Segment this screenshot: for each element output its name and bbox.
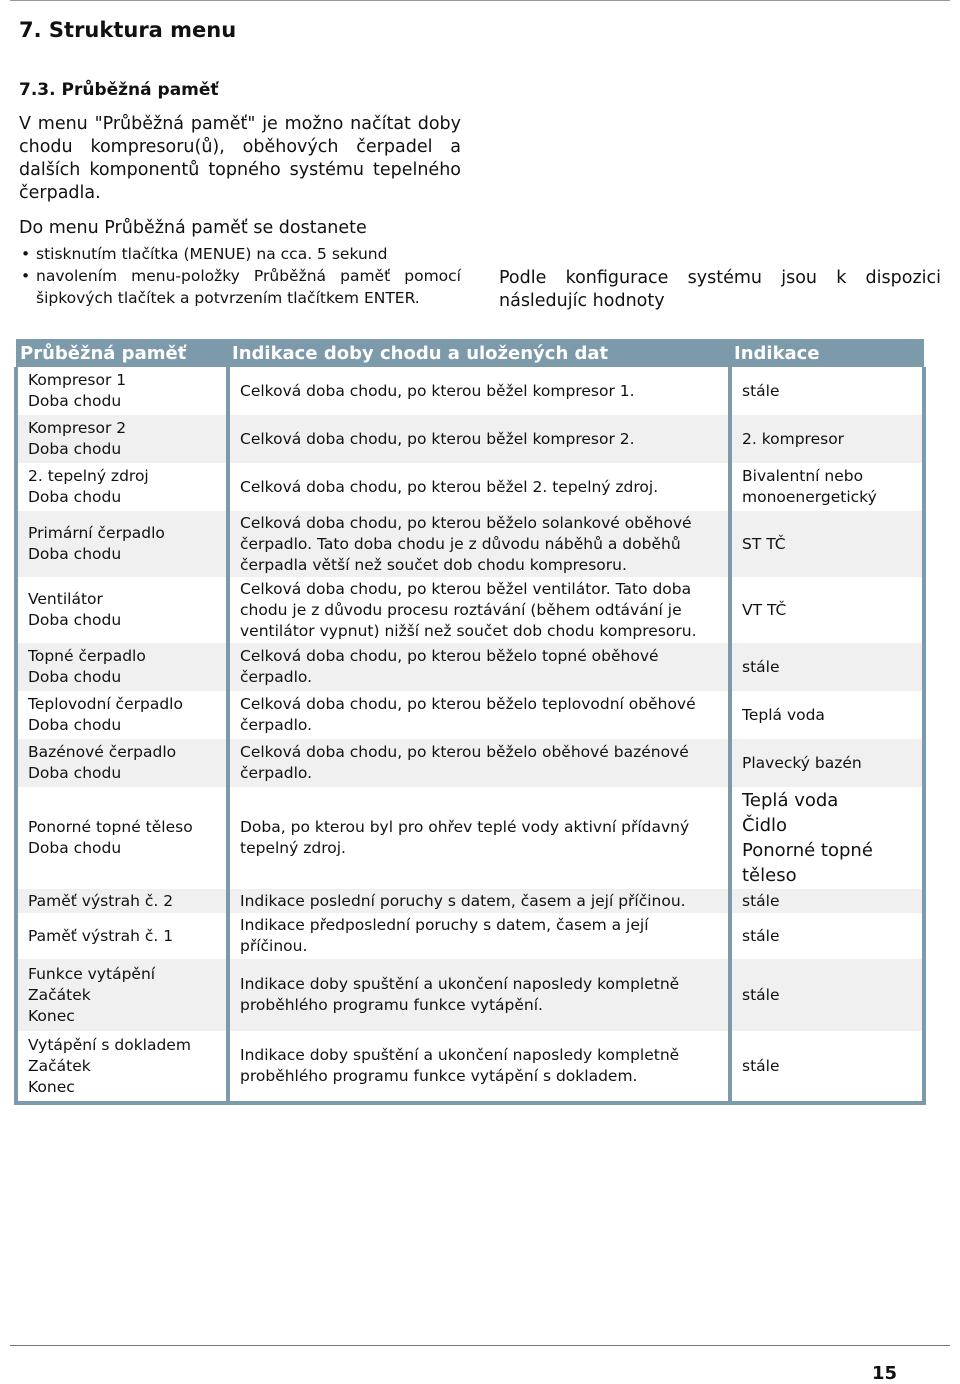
indication-cell xyxy=(730,463,924,511)
memory-table xyxy=(14,339,926,1105)
indication-cell xyxy=(730,643,924,691)
page-number: 15 xyxy=(872,1363,898,1384)
description-cell xyxy=(228,787,730,889)
table-row xyxy=(16,889,924,913)
cell-line: Doba chodu xyxy=(28,668,122,686)
table-row xyxy=(16,691,924,739)
indication-cell xyxy=(730,367,924,415)
cell-line: těleso xyxy=(742,865,797,886)
memory-item-cell xyxy=(16,1031,228,1103)
cell-line: Doba chodu xyxy=(28,716,122,734)
cell-line: stále xyxy=(742,891,780,910)
indication-cell xyxy=(730,913,924,959)
description-cell xyxy=(228,415,730,463)
cell-line: Primární čerpadlo xyxy=(28,524,165,542)
description-cell xyxy=(228,913,730,959)
header-indication: Indikace xyxy=(730,339,924,367)
bullet-item: • stisknutím tlačítka (MENUE) na cca. 5 sekund xyxy=(19,243,461,265)
memory-item-cell xyxy=(16,511,228,577)
cell-line: Vytápění s dokladem xyxy=(28,1035,191,1054)
indication-cell xyxy=(730,511,924,577)
cell-line: Plavecký bazén xyxy=(742,753,862,772)
cell-line: Indikace poslední poruchy s datem, časem a její příčinou. xyxy=(240,891,686,910)
lead-text: Do menu Průběžná paměť se dostanete xyxy=(19,218,367,238)
cell-line: stále xyxy=(742,1056,780,1075)
header-description: Indikace doby chodu a uložených dat xyxy=(228,339,730,367)
table-row xyxy=(16,643,924,691)
cell-line: proběhlého programu funkce vytápění. xyxy=(240,996,543,1014)
description-cell xyxy=(228,1031,730,1103)
cell-line: Kompresor 2 xyxy=(28,419,127,437)
cell-line: Celková doba chodu, po kterou běželo solankové oběhové xyxy=(240,513,692,532)
memory-item-cell xyxy=(16,367,228,415)
indication-cell xyxy=(730,739,924,787)
cell-line: příčinou. xyxy=(240,937,308,955)
subsection-title: 7.3. Průběžná paměť xyxy=(19,80,219,100)
indication-cell xyxy=(730,959,924,1031)
table-row xyxy=(16,739,924,787)
cell-line: Indikace doby spuštění a ukončení naposledy kompletně xyxy=(240,1046,680,1064)
cell-line: Paměť výstrah č. 2 xyxy=(28,891,174,910)
description-cell xyxy=(228,511,730,577)
cell-line: Ponorné topné těleso xyxy=(28,818,193,836)
cell-line: Doba chodu xyxy=(28,545,122,563)
indication-cell xyxy=(730,787,924,889)
access-bullet-list xyxy=(19,243,461,309)
memory-item-cell xyxy=(16,913,228,959)
description-cell xyxy=(228,463,730,511)
cell-line: Celková doba chodu, po kterou běželo oběhové bazénové xyxy=(240,743,689,761)
cell-line: proběhlého programu funkce vytápění s dokladem. xyxy=(240,1067,638,1085)
cell-line: Celková doba chodu, po kterou běžel kompresor 2. xyxy=(240,429,635,448)
table-row xyxy=(16,415,924,463)
table-row xyxy=(16,367,924,415)
cell-line: Funkce vytápění xyxy=(28,964,156,983)
cell-line: Teplá voda xyxy=(742,790,839,811)
cell-line: stále xyxy=(742,381,780,400)
cell-line: chodu je z důvodu procesu roztávání (během odtávání je xyxy=(240,600,682,619)
cell-line: Celková doba chodu, po kterou běžel ventilátor. Tato doba xyxy=(240,579,692,598)
table-row xyxy=(16,577,924,643)
cell-line: čerpadla větší než součet dob chodu kompresoru. xyxy=(240,555,627,574)
cell-line: Bazénové čerpadlo xyxy=(28,743,177,761)
cell-line: Doba chodu xyxy=(28,440,122,458)
intro-paragraph: V menu "Průběžná paměť" je možno načítat doby chodu kompresoru(ů), oběhových čerpadel a dalších komponentů topného systému tepelného čerpadla. xyxy=(19,114,461,203)
cell-line: tepelný zdroj. xyxy=(240,839,346,857)
cell-line: Doba chodu xyxy=(28,392,122,410)
memory-item-cell xyxy=(16,463,228,511)
section-title: 7. Struktura menu xyxy=(19,18,237,42)
memory-item-cell xyxy=(16,577,228,643)
cell-line: stále xyxy=(742,657,780,676)
header-rule xyxy=(10,0,950,1)
configuration-note-line: následujíc hodnoty xyxy=(499,291,665,311)
indication-cell xyxy=(730,889,924,913)
cell-line: Celková doba chodu, po kterou běžel kompresor 1. xyxy=(240,381,635,400)
cell-line: Konec xyxy=(28,1077,75,1096)
cell-line: ventilátor vypnut) nižší než součet dob chodu kompresoru. xyxy=(240,621,697,640)
table-row xyxy=(16,511,924,577)
cell-line: stále xyxy=(742,985,780,1004)
description-cell xyxy=(228,691,730,739)
memory-item-cell xyxy=(16,691,228,739)
cell-line: Doba chodu xyxy=(28,764,122,782)
description-cell xyxy=(228,739,730,787)
cell-line: Kompresor 1 xyxy=(28,371,127,389)
configuration-note xyxy=(499,267,941,313)
table-header-row xyxy=(16,339,924,367)
table-row xyxy=(16,787,924,889)
table-row xyxy=(16,1031,924,1103)
cell-line: Indikace předposlední poruchy s datem, časem a její xyxy=(240,916,649,934)
description-cell xyxy=(228,889,730,913)
cell-line: VT TČ xyxy=(742,600,787,619)
cell-line: Ventilátor xyxy=(28,590,103,608)
cell-line: Začátek xyxy=(28,1056,91,1075)
table-row xyxy=(16,959,924,1031)
cell-line: Doba chodu xyxy=(28,611,122,629)
cell-line: monoenergetický xyxy=(742,488,877,506)
cell-line: Začátek xyxy=(28,985,91,1004)
description-cell xyxy=(228,577,730,643)
memory-item-cell xyxy=(16,643,228,691)
cell-line: Konec xyxy=(28,1006,75,1025)
cell-line: Indikace doby spuštění a ukončení naposledy kompletně xyxy=(240,975,680,993)
cell-line: 2. kompresor xyxy=(742,429,845,448)
cell-line: Bivalentní nebo xyxy=(742,467,864,485)
cell-line: ST TČ xyxy=(742,534,786,553)
cell-line: Paměť výstrah č. 1 xyxy=(28,926,174,945)
table-row xyxy=(16,463,924,511)
description-cell xyxy=(228,367,730,415)
cell-line: 2. tepelný zdroj xyxy=(28,467,149,485)
memory-item-cell xyxy=(16,889,228,913)
memory-item-cell xyxy=(16,959,228,1031)
cell-line: Celková doba chodu, po kterou běželo topné oběhové xyxy=(240,647,659,665)
cell-line: Teplovodní čerpadlo xyxy=(28,695,183,713)
cell-line: Doba chodu xyxy=(28,488,122,506)
indication-cell xyxy=(730,577,924,643)
cell-line: Celková doba chodu, po kterou běželo teplovodní oběhové xyxy=(240,695,696,713)
footer-rule xyxy=(10,1345,950,1346)
cell-line: stále xyxy=(742,926,780,945)
cell-line: Doba, po kterou byl pro ohřev teplé vody aktivní přídavný xyxy=(240,818,690,836)
cell-line: Čidlo xyxy=(742,815,788,836)
cell-line: Doba chodu xyxy=(28,839,122,857)
description-cell xyxy=(228,643,730,691)
memory-item-cell xyxy=(16,739,228,787)
memory-item-cell xyxy=(16,415,228,463)
table-row xyxy=(16,913,924,959)
cell-line: čerpadlo. xyxy=(240,764,313,782)
cell-line: Teplá voda xyxy=(742,705,825,724)
description-cell xyxy=(228,959,730,1031)
memory-item-cell xyxy=(16,787,228,889)
bullet-item: • navolením menu-položky Průběžná paměť pomocí šipkových tlačítek a potvrzením tlačítkem ENTER. xyxy=(19,265,461,309)
indication-cell xyxy=(730,691,924,739)
cell-line: čerpadlo. Tato doba chodu je z důvodu náběhů a doběhů xyxy=(240,534,681,553)
indication-cell xyxy=(730,415,924,463)
cell-line: Topné čerpadlo xyxy=(28,647,146,665)
cell-line: čerpadlo. xyxy=(240,716,313,734)
configuration-note-line: Podle konfigurace systému jsou k dispozici xyxy=(499,268,941,288)
header-memory: Průběžná paměť xyxy=(16,339,228,367)
indication-cell xyxy=(730,1031,924,1103)
cell-line: Celková doba chodu, po kterou běžel 2. tepelný zdroj. xyxy=(240,477,659,496)
cell-line: čerpadlo. xyxy=(240,668,313,686)
cell-line: Ponorné topné xyxy=(742,840,873,861)
